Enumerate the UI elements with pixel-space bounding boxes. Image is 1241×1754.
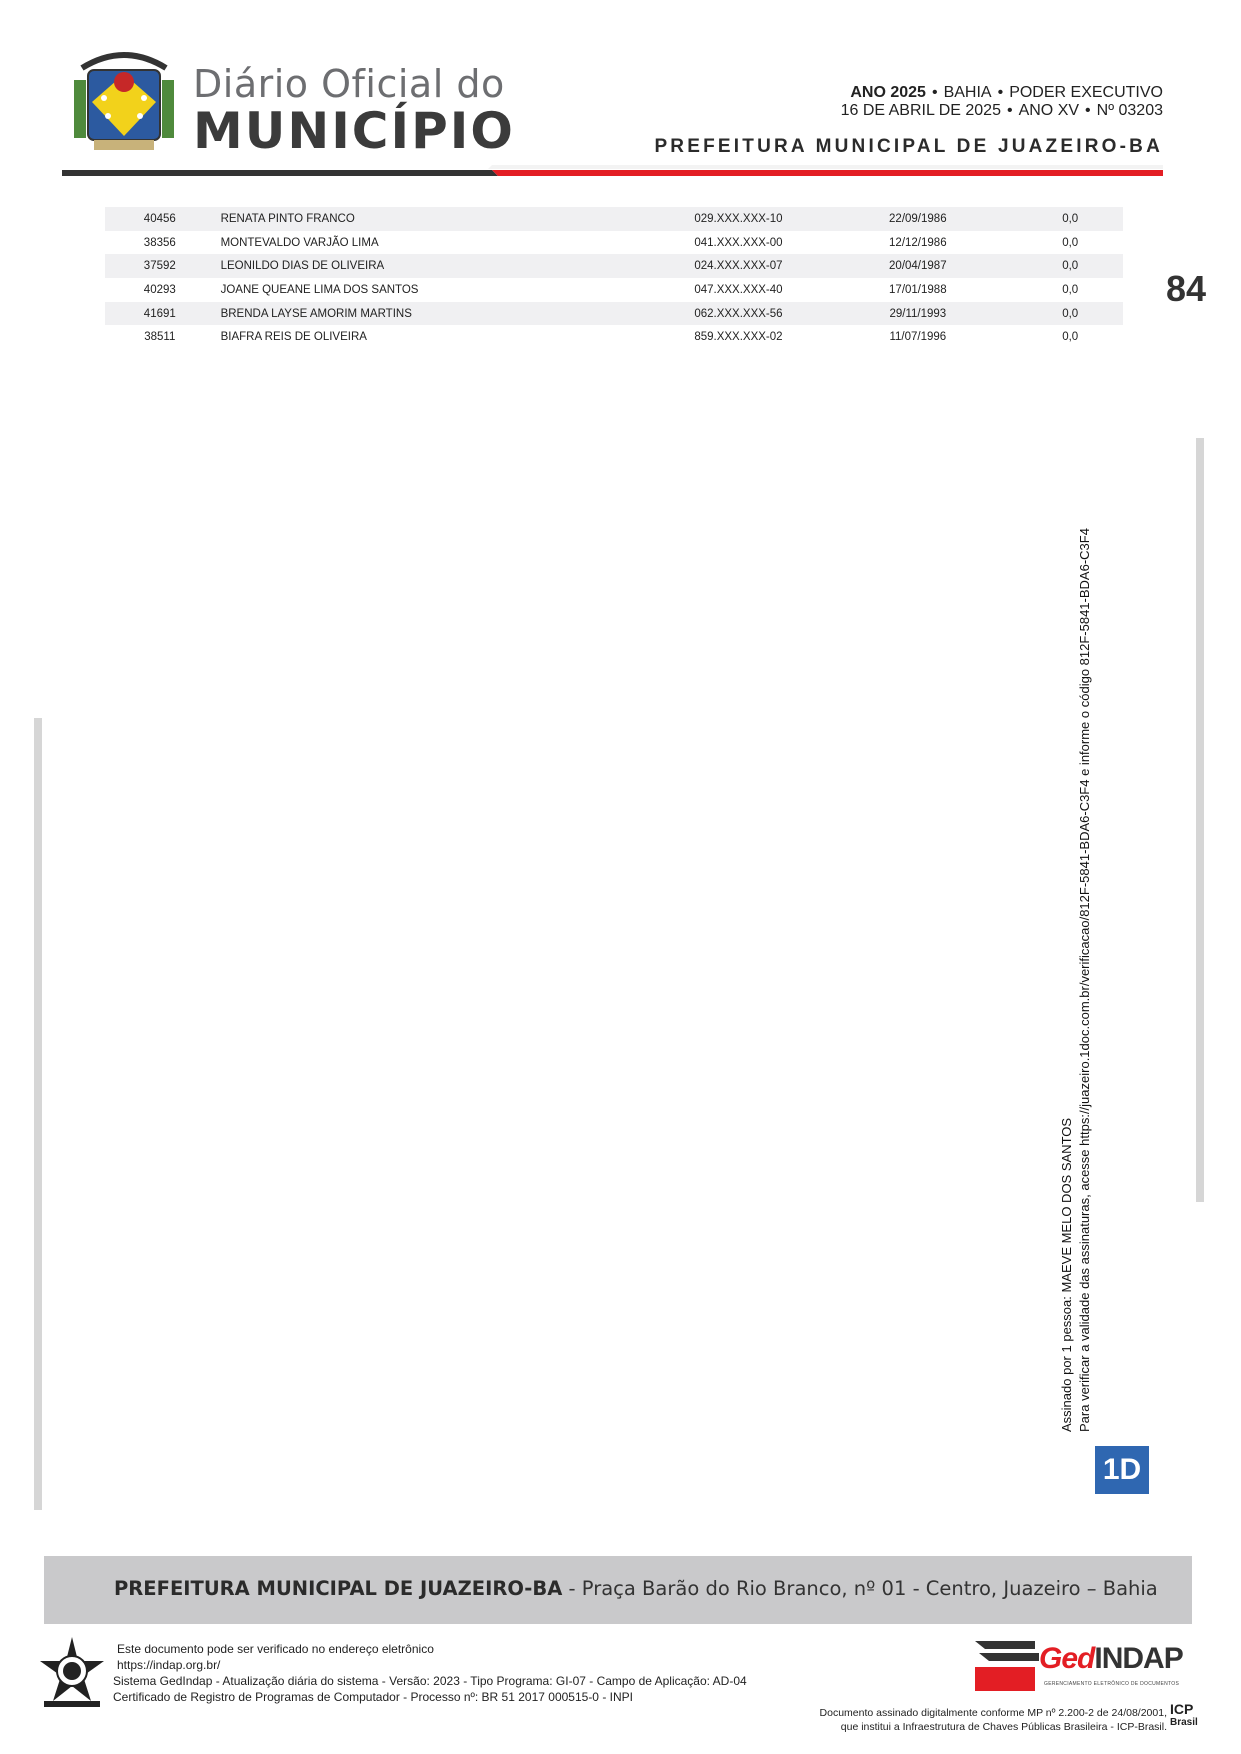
cell-cpf: 047.XXX.XXX-40 bbox=[694, 283, 783, 296]
table-row bbox=[105, 231, 1123, 255]
header-divider bbox=[62, 165, 1163, 179]
verification-info bbox=[113, 1641, 747, 1705]
volume-label: ANO XV bbox=[1018, 102, 1080, 119]
cell-id: 38511 bbox=[144, 331, 176, 344]
state-label: BAHIA bbox=[943, 84, 992, 101]
branch-label: PODER EXECUTIVO bbox=[1009, 84, 1163, 101]
cell-cpf: 029.XXX.XXX-10 bbox=[659, 207, 819, 231]
footer-band bbox=[44, 1556, 1192, 1624]
ged-name: INDAP bbox=[1094, 1642, 1183, 1675]
cell-name: MONTEVALDO VARJÃO LIMA bbox=[220, 236, 379, 249]
table-row bbox=[105, 325, 1123, 349]
left-margin-bar bbox=[34, 718, 42, 1510]
signed-line-1: Documento assinado digitalmente conforme MP nº 2.200-2 de 24/08/2001, bbox=[819, 1707, 1167, 1719]
cell-score: 0,0 bbox=[1062, 283, 1079, 296]
page-number: 84 bbox=[1166, 268, 1207, 309]
edition-number: Nº 03203 bbox=[1096, 102, 1163, 119]
gedindap-logo bbox=[1039, 1642, 1183, 1676]
cell-score: 0,0 bbox=[1062, 236, 1079, 249]
cell-score: 0,0 bbox=[1017, 302, 1123, 326]
icp-line-1: ICP bbox=[1170, 1701, 1194, 1717]
year-label: ANO 2025 bbox=[850, 84, 926, 101]
cell-name: LEONILDO DIAS DE OLIVEIRA bbox=[215, 254, 659, 278]
signature-verify-link[interactable]: Para verificar a validade das assinaturas, acesse https://juazeiro.1doc.com.br/verificacao/812F-5841-BDA6-C3F4 e informe o código 812F-5841-BDA6-C3F4 bbox=[1077, 528, 1092, 1432]
digital-signature-notice bbox=[820, 1706, 1167, 1734]
municipal-crest-logo bbox=[74, 46, 174, 154]
title-line-1: Diário Oficial do bbox=[193, 62, 505, 106]
cell-birthdate: 20/04/1987 bbox=[818, 254, 1017, 278]
title-line-2: MUNICÍPIO bbox=[193, 102, 515, 160]
cell-id: 40293 bbox=[143, 283, 176, 296]
cell-birthdate: 29/11/1993 bbox=[818, 302, 1017, 326]
cell-id: 37592 bbox=[105, 254, 215, 278]
onedoc-logo: 1D bbox=[1095, 1446, 1149, 1494]
cell-id: 38356 bbox=[143, 236, 176, 249]
cell-cpf: 062.XXX.XXX-56 bbox=[659, 302, 819, 326]
cell-score: 0,0 bbox=[1017, 254, 1123, 278]
signed-line-2: que institui a Infraestrutura de Chaves Públicas Brasileira - ICP-Brasil. bbox=[840, 1721, 1167, 1733]
gedindap-subtitle: GERENCIAMENTO ELETRÔNICO DE DOCUMENTOS bbox=[1044, 1681, 1180, 1687]
prefeitura-heading: PREFEITURA MUNICIPAL DE JUAZEIRO-BA bbox=[654, 136, 1163, 157]
newspaper-title bbox=[193, 62, 515, 160]
footer-org: PREFEITURA MUNICIPAL DE JUAZEIRO-BA bbox=[114, 1577, 563, 1600]
issue-date: 16 DE ABRIL DE 2025 bbox=[840, 102, 1001, 119]
right-margin-bar bbox=[1196, 438, 1204, 1202]
icp-line-2: Brasil bbox=[1170, 1717, 1198, 1728]
cell-cpf: 024.XXX.XXX-07 bbox=[659, 254, 819, 278]
candidates-table bbox=[105, 207, 1123, 349]
table-row bbox=[105, 207, 1123, 231]
table-row bbox=[105, 302, 1123, 326]
table-row bbox=[105, 254, 1123, 278]
cell-birthdate: 12/12/1986 bbox=[889, 236, 947, 249]
ged-prefix: Ged bbox=[1039, 1642, 1095, 1675]
cell-cpf: 041.XXX.XXX-00 bbox=[694, 236, 783, 249]
cell-birthdate: 22/09/1986 bbox=[818, 207, 1017, 231]
cell-name: RENATA PINTO FRANCO bbox=[215, 207, 659, 231]
cell-id: 40456 bbox=[105, 207, 215, 231]
brazil-coat-of-arms-icon bbox=[34, 1635, 110, 1711]
footer-address: - Praça Barão do Rio Branco, nº 01 - Centro, Juazeiro – Bahia bbox=[562, 1577, 1158, 1600]
system-line: Sistema GedIndap - Atualização diária do sistema - Versão: 2023 - Tipo Programa: GI-07 - Campo de Aplicação: AD-04 bbox=[113, 1674, 747, 1688]
verify-url[interactable]: https://indap.org.br/ bbox=[117, 1658, 221, 1672]
verify-line: Este documento pode ser verificado no endereço eletrônico bbox=[117, 1642, 434, 1656]
cell-name: BRENDA LAYSE AMORIM MARTINS bbox=[215, 302, 659, 326]
cell-name: BIAFRA REIS DE OLIVEIRA bbox=[220, 331, 367, 344]
icp-brasil-logo bbox=[1170, 1703, 1206, 1747]
cell-birthdate: 11/07/1996 bbox=[889, 331, 947, 344]
cell-id: 41691 bbox=[105, 302, 215, 326]
cell-score: 0,0 bbox=[1062, 331, 1079, 344]
cell-cpf: 859.XXX.XXX-02 bbox=[694, 331, 783, 344]
cert-line: Certificado de Registro de Programas de Computador - Processo nº: BR 51 2017 000515-0 - INPI bbox=[113, 1690, 633, 1704]
table-row bbox=[105, 278, 1123, 302]
signature-signer: Assinado por 1 pessoa: MAEVE MELO DOS SANTOS bbox=[1059, 1117, 1074, 1432]
cell-score: 0,0 bbox=[1017, 207, 1123, 231]
cell-name: JOANE QUEANE LIMA DOS SANTOS bbox=[220, 283, 419, 296]
cell-birthdate: 17/01/1988 bbox=[889, 283, 947, 296]
edition-info: ANO 2025 • BAHIA • PODER EXECUTIVO 16 DE ABRIL DE 2025 • ANO XV • Nº 03203 bbox=[840, 84, 1163, 119]
